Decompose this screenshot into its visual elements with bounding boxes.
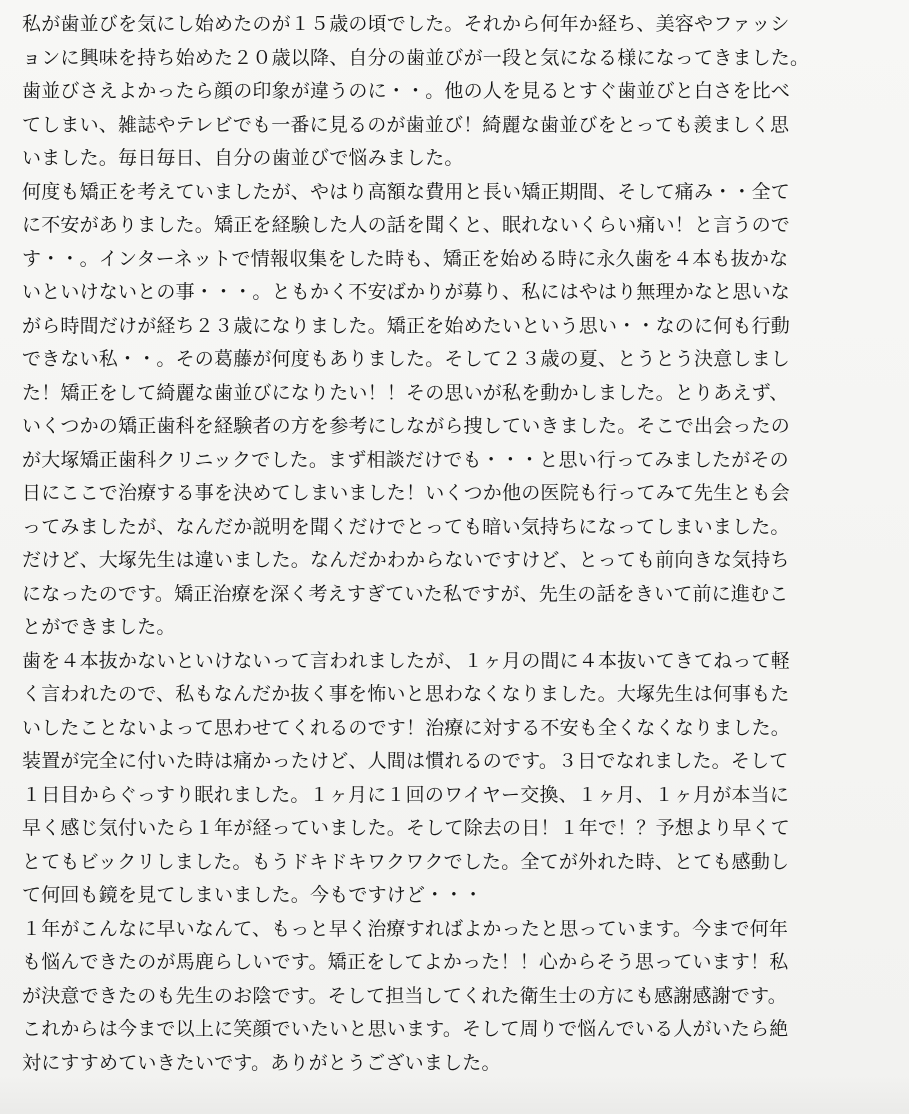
text-line-14: が大塚矯正歯科クリニックでした。まず相談だけでも・・・と思い行ってみましたがその — [22, 448, 789, 471]
text-line-27: て何回も鏡を見てしまいました。今もですけど・・・ — [22, 884, 483, 906]
text-line-4: てしまい、雑誌やテレビでも一番に見るのが歯並び！綺麗な歯並びをとっても羨ましく思 — [22, 113, 790, 136]
text-line-15: 日にここで治療する事を決めてしまいました！いくつか他の医院も行ってみて先生とも会 — [22, 482, 791, 504]
text-line-17: だけど、大塚先生は違いました。なんだかわからないですけど、とっても前向きな気持ち — [22, 549, 790, 571]
text-line-26: とてもビックリしました。もうドキドキワクワクでした。全てが外れた時、とても感動し — [22, 850, 790, 873]
text-line-8: す・・。インターネットで情報収集をした時も、矯正を始める時に永久歯を４本も抜かな — [22, 247, 789, 270]
text-line-1: 私が歯並びを気にし始めたのが１５歳の頃でした。それから何年か経ち、美容やファッシ — [22, 13, 790, 35]
text-line-19: とができました。 — [22, 616, 176, 638]
text-line-6: 何度も矯正を考えていましたが、やはり高額な費用と長い矯正期間、そして痛み・・全て — [22, 180, 791, 203]
text-line-21: く言われたので、私もなんだか抜く事を怖いと思わなくなりました。大塚先生は何事もた — [22, 683, 790, 705]
text-line-22: いしたことないよって思わせてくれるのです！治療に対する不安も全くなくなりました。 — [22, 716, 791, 739]
text-line-3: 歯並びさえよかったら顔の印象が違うのに・・。他の人を見るとすぐ歯並びと白さを比べ — [22, 80, 791, 102]
text-line-13: いくつかの矯正歯科を経験者の方を参考にしながら捜していきました。そこで出会ったの — [22, 415, 791, 437]
text-line-10: がら時間だけが経ち２３歳になりました。矯正を始めたいという思い・・なのに何も行動 — [22, 314, 791, 337]
text-line-11: できない私・・。その葛藤が何度もありました。そして２３歳の夏、とうとう決意しまし — [22, 348, 791, 370]
text-line-23: 装置が完全に付いた時は痛かったけど、人間は慣れるのです。３日でなれました。そして — [22, 750, 789, 772]
text-line-20: 歯を４本抜かないといけないって言われましたが、１ヶ月の間に４本抜いてきてねって軽 — [22, 649, 791, 672]
text-line-2: ョンに興味を持ち始めた２０歳以降、自分の歯並びが一段と気になる様になってきました。 — [22, 46, 810, 69]
page-bottom-shade — [0, 1074, 909, 1114]
text-line-9: いといけないとの事・・・。ともかく不安ばかりが募り、私にはやはり無理かなと思いな — [22, 281, 791, 303]
text-line-31: これからは今まで以上に笑顔でいたいと思います。そして周りで悩んでいる人がいたら絶 — [22, 1018, 789, 1040]
text-line-18: になったのです。矯正治療を深く考えすぎていた私ですが、先生の話をきいて前に進むこ — [22, 582, 789, 605]
text-line-16: ってみましたが、なんだか説明を聞くだけでとっても暗い気持ちになってしまいました。 — [22, 515, 790, 538]
text-line-5: いました。毎日毎日、自分の歯並びで悩みました。 — [22, 147, 464, 169]
text-line-30: が決意できたのも先生のお陰です。そして担当してくれた衛生士の方にも感謝感謝です。 — [22, 984, 787, 1007]
testimonial-text — [22, 8, 892, 1080]
text-line-7: に不安がありました。矯正を経験した人の話を聞くと、眠れないくらい痛い！と言うので — [22, 214, 791, 236]
text-line-25: 早く感じ気付いたら１年が経っていました。そして除去の日！１年で！？予想より早くて — [22, 817, 791, 839]
text-line-12: た！矯正をして綺麗な歯並びになりたい！！その思いが私を動かしました。とりあえず、 — [22, 381, 789, 404]
text-line-28: １年がこんなに早いなんて、もっと早く治療すればよかったと思っています。今まで何年 — [22, 917, 789, 940]
text-line-32: 対にすすめていきたいです。ありがとうございました。 — [22, 1051, 501, 1074]
text-line-24: １日目からぐっすり眠れました。１ヶ月に１回のワイヤー交換、１ヶ月、１ヶ月が本当に — [22, 783, 790, 806]
text-line-29: も悩んできたのが馬鹿らしいです。矯正をしてよかった！！心からそう思っています！私 — [22, 951, 789, 973]
